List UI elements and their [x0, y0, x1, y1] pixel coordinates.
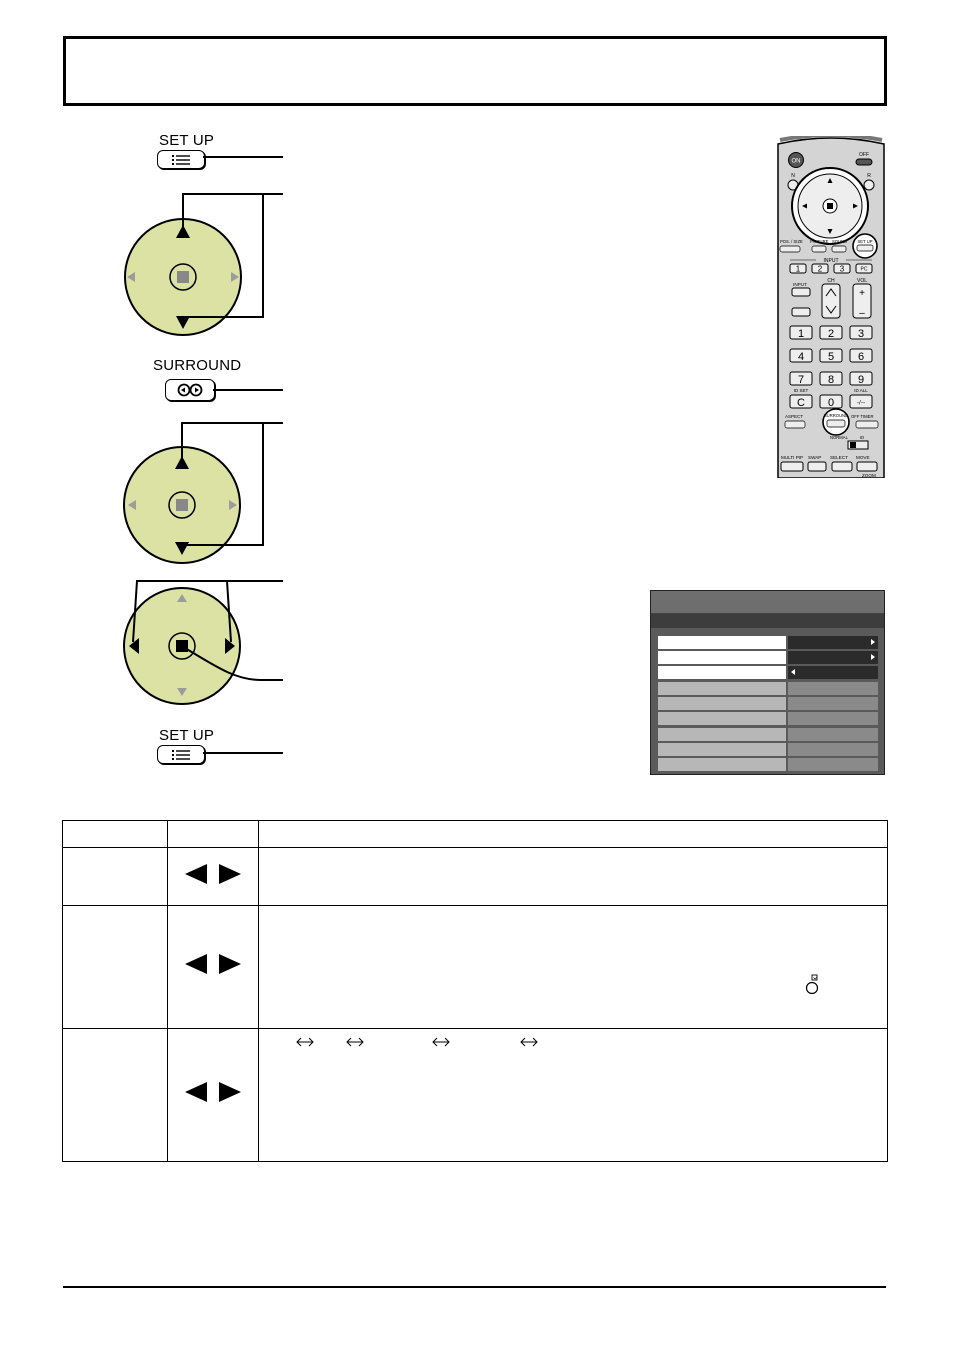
dpad-up-down[interactable] — [115, 190, 287, 340]
right-arrow-icon — [219, 1082, 241, 1102]
left-arrow-icon — [185, 954, 207, 974]
setup-button[interactable] — [157, 150, 205, 169]
svg-text:NORMAL: NORMAL — [830, 435, 848, 440]
right-arrow-icon — [219, 954, 241, 974]
svg-text:5: 5 — [827, 351, 835, 363]
svg-text:7: 7 — [797, 374, 805, 386]
surround-icon — [175, 383, 205, 397]
dpad-up-down[interactable] — [120, 418, 290, 568]
svg-text:SELECT: SELECT — [830, 455, 848, 460]
svg-text:ASPECT: ASPECT — [785, 414, 804, 419]
table-cell — [63, 848, 168, 906]
settings-table — [62, 820, 888, 1162]
left-arrow-icon — [185, 864, 207, 884]
menu-row — [658, 758, 879, 771]
table-cell — [259, 848, 888, 906]
menu-row — [658, 743, 879, 756]
setup-button-label: SET UP — [159, 132, 215, 149]
callout-line — [203, 156, 283, 158]
svg-text:SOUND: SOUND — [832, 239, 848, 244]
menu-row[interactable] — [658, 666, 879, 679]
menu-row — [658, 682, 879, 695]
footer-rule — [63, 1286, 886, 1288]
on-button-label: ON — [791, 158, 801, 165]
table-header-cell — [63, 821, 168, 848]
svg-text:2: 2 — [827, 328, 835, 340]
svg-text:SET UP: SET UP — [857, 239, 873, 244]
svg-text:1: 1 — [795, 264, 801, 274]
table-header-row — [63, 821, 888, 848]
callout-line — [213, 389, 283, 391]
svg-text:INPUT: INPUT — [823, 258, 839, 264]
left-arrow-icon — [791, 669, 795, 675]
svg-text:INPUT: INPUT — [793, 282, 807, 287]
setup-button[interactable] — [157, 745, 205, 764]
menu-title-bar — [651, 591, 884, 614]
remote-control — [776, 136, 886, 478]
svg-text:-/--: -/-- — [856, 399, 866, 407]
svg-text:3: 3 — [839, 264, 845, 274]
svg-text:–: – — [859, 308, 865, 319]
left-arrow-icon — [185, 1082, 207, 1102]
option-cycle-arrows — [295, 1035, 555, 1049]
remote-button-icon — [804, 974, 820, 994]
svg-text:POS. / SIZE: POS. / SIZE — [780, 239, 803, 244]
svg-text:+: + — [859, 288, 865, 299]
svg-text:VOL: VOL — [856, 278, 868, 284]
svg-text:ID ALL: ID ALL — [854, 388, 868, 393]
svg-text:ZOOM: ZOOM — [862, 473, 876, 478]
menu-list-icon — [170, 749, 192, 761]
table-row — [63, 848, 888, 906]
page-title-box — [63, 36, 887, 106]
table-cell — [63, 1028, 168, 1161]
svg-text:PC: PC — [860, 266, 868, 273]
right-arrow-icon — [871, 639, 875, 645]
left-right-arrows — [168, 906, 259, 1028]
table-header-cell — [259, 821, 888, 848]
svg-text:9: 9 — [857, 374, 865, 386]
svg-text:MULTI PIP: MULTI PIP — [781, 455, 804, 460]
left-right-arrows — [168, 848, 259, 906]
svg-text:6: 6 — [857, 351, 865, 363]
dpad-left-right-enter[interactable] — [115, 576, 287, 726]
svg-text:R: R — [867, 173, 871, 179]
menu-row — [658, 697, 879, 710]
surround-settings-menu-screen — [650, 590, 885, 775]
svg-text:2: 2 — [817, 264, 823, 274]
table-cell — [259, 906, 888, 1028]
right-arrow-icon — [871, 654, 875, 660]
svg-text:N: N — [791, 173, 795, 179]
off-label: OFF — [859, 152, 869, 158]
svg-text:MOVE: MOVE — [856, 455, 870, 460]
surround-button-label: SURROUND — [153, 357, 242, 374]
menu-subtitle-bar — [651, 614, 884, 628]
right-arrow-icon — [219, 864, 241, 884]
svg-text:SWAP: SWAP — [808, 455, 822, 460]
svg-text:3: 3 — [857, 328, 865, 340]
table-cell — [63, 906, 168, 1028]
svg-text:OFF TIMER: OFF TIMER — [851, 414, 874, 419]
svg-text:C: C — [797, 397, 805, 409]
table-header-cell — [168, 821, 259, 848]
svg-text:ID SET: ID SET — [793, 388, 809, 393]
surround-button[interactable] — [165, 379, 215, 401]
svg-text:SURROUND: SURROUND — [823, 413, 849, 418]
menu-list-icon — [170, 154, 192, 166]
table-row — [63, 906, 888, 1028]
svg-text:8: 8 — [827, 374, 835, 386]
svg-text:1: 1 — [797, 328, 805, 340]
menu-row[interactable] — [658, 651, 879, 664]
svg-text:0: 0 — [827, 397, 835, 409]
svg-text:PICTURE: PICTURE — [810, 239, 829, 244]
left-right-arrows — [168, 1028, 259, 1161]
menu-row — [658, 712, 879, 725]
menu-row[interactable] — [658, 636, 879, 649]
svg-text:CH: CH — [827, 278, 835, 284]
svg-text:ID: ID — [860, 435, 865, 440]
callout-line — [203, 752, 283, 754]
svg-text:4: 4 — [797, 351, 805, 363]
menu-row — [658, 728, 879, 741]
setup-button-label: SET UP — [159, 727, 215, 744]
